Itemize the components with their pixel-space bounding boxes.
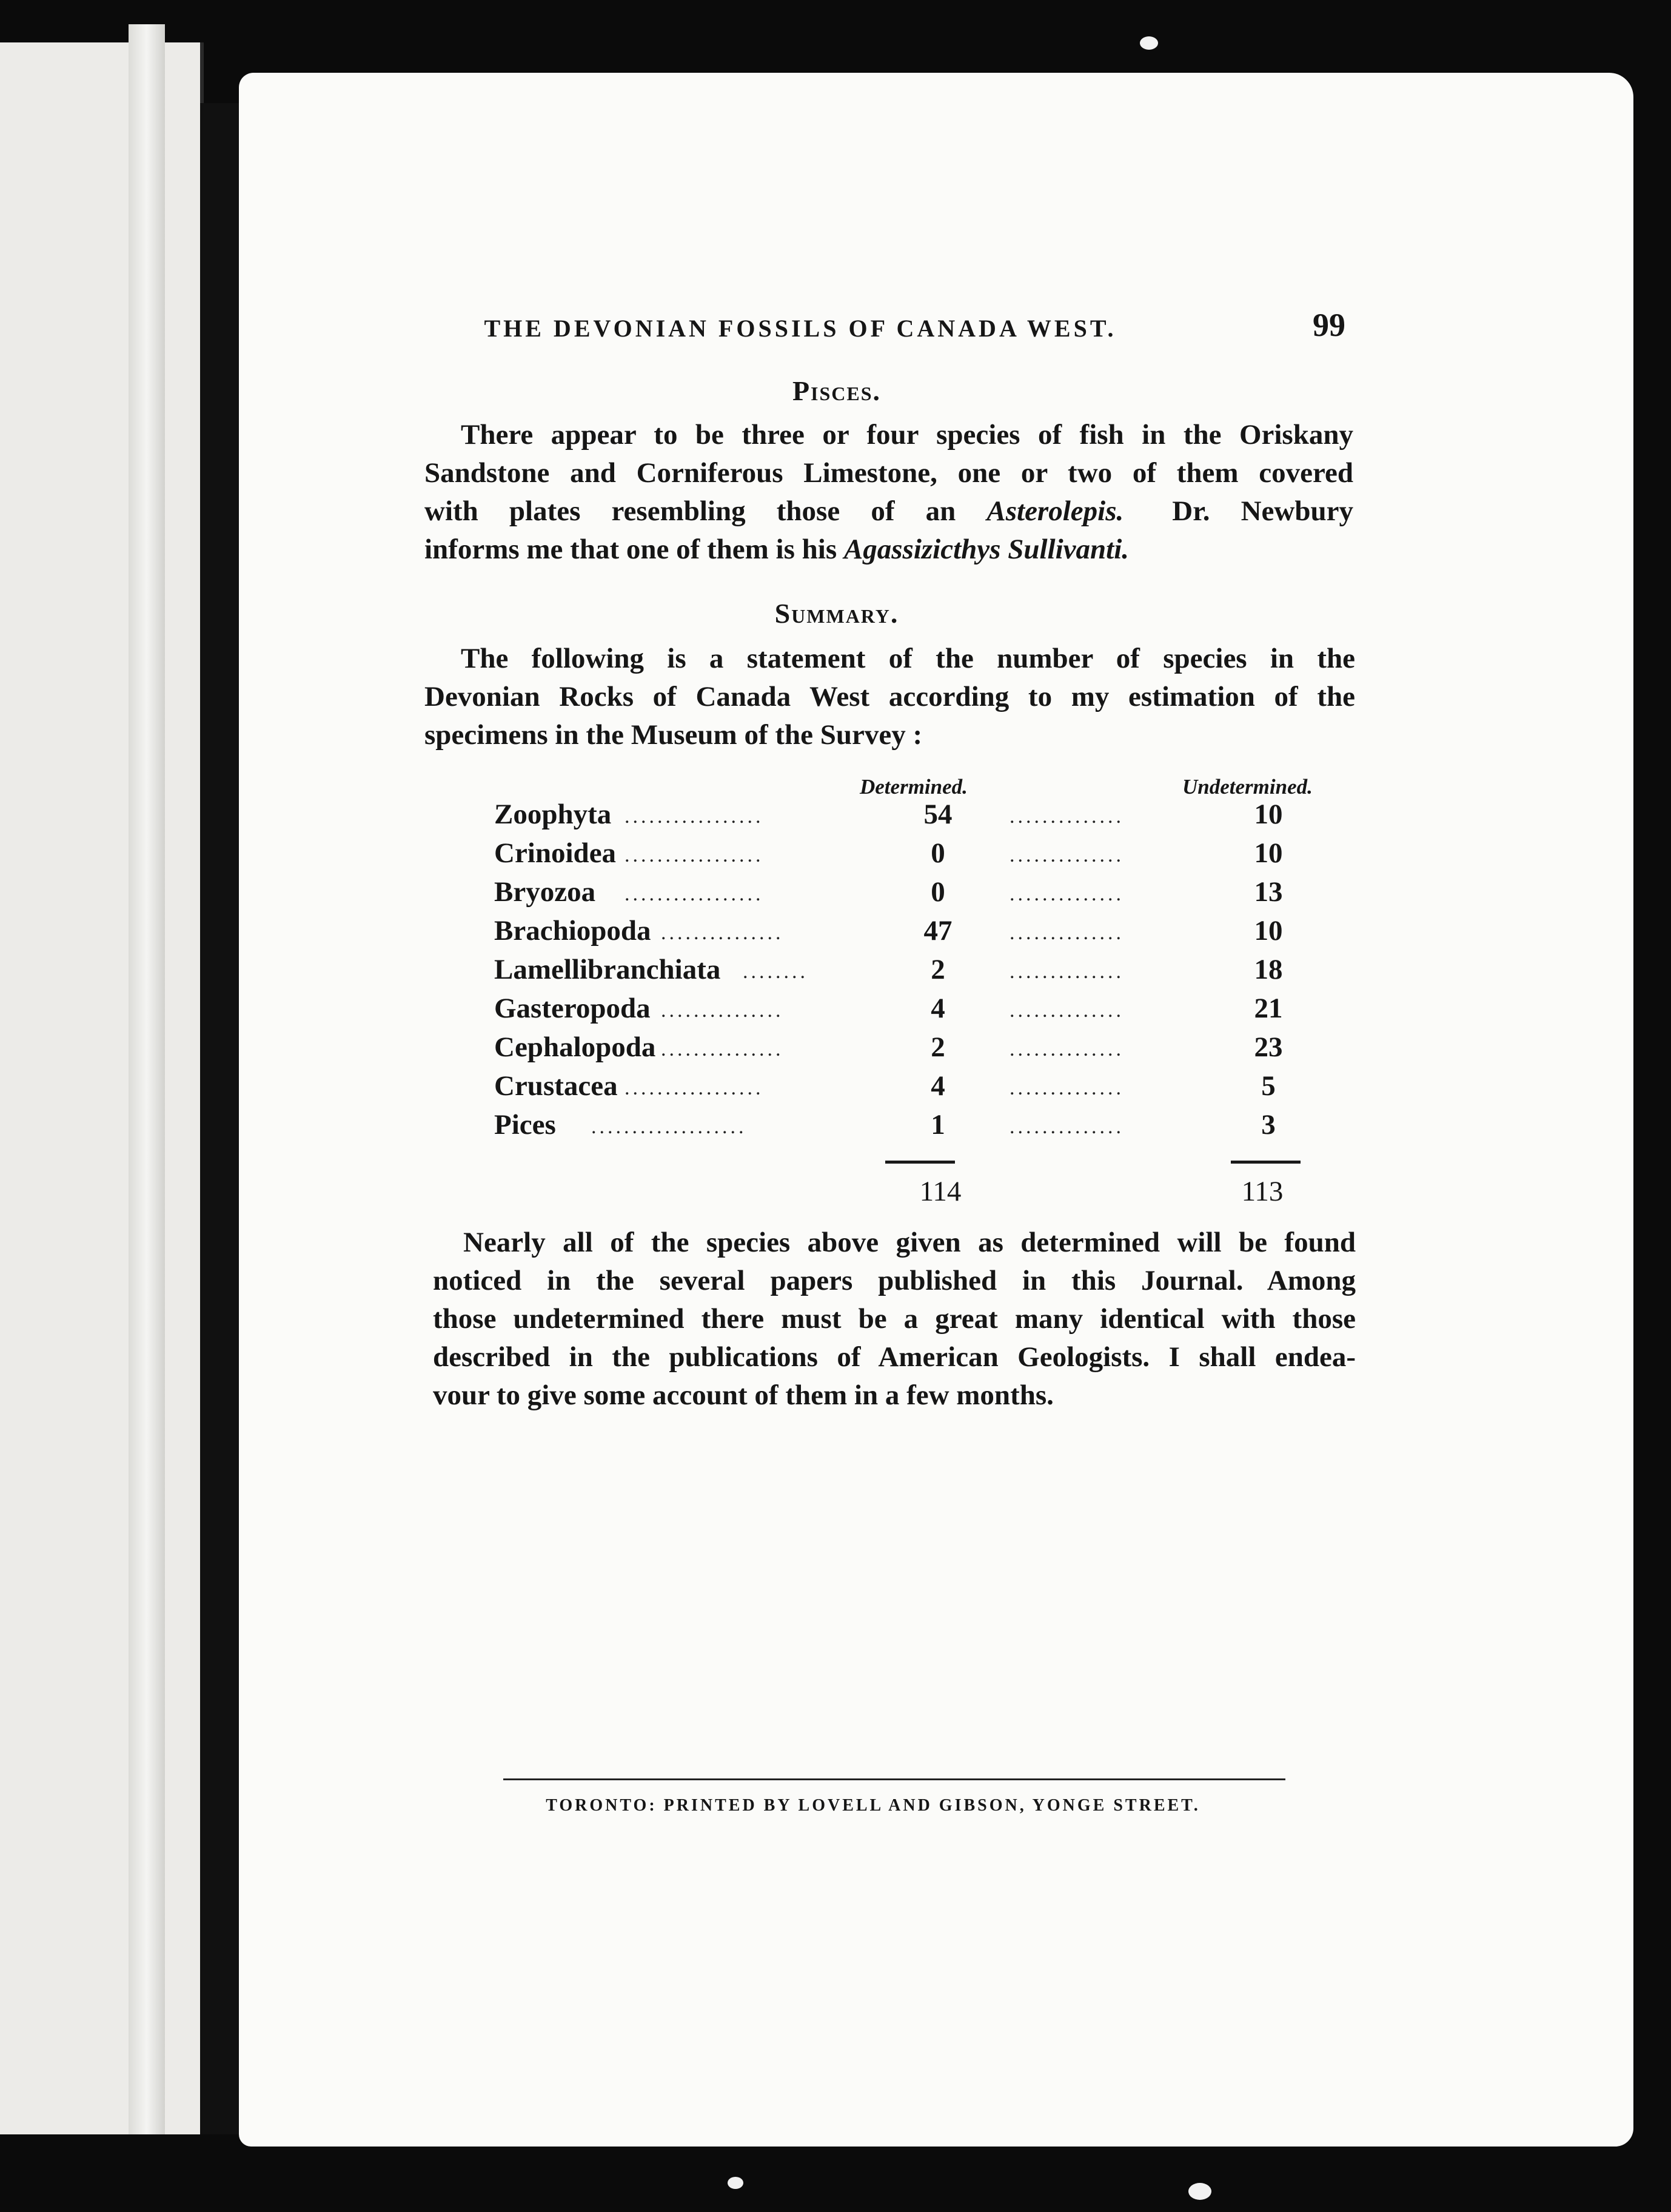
leader-dots: ............... — [661, 1038, 784, 1061]
paragraph-line — [424, 492, 1353, 531]
total-rule — [1231, 1161, 1301, 1164]
leader-dots: .............. — [1010, 999, 1124, 1022]
undetermined-count: 10 — [1254, 915, 1283, 947]
row-name: Brachiopoda — [494, 915, 651, 947]
leader-dots: .............. — [1010, 1116, 1124, 1138]
printer-imprint: TORONTO: PRINTED BY LOVELL AND GIBSON, YONGE STREET. — [546, 1796, 1201, 1815]
paragraph-line: Sandstone and Corniferous Limestone, one or two of them covered — [424, 457, 1353, 489]
column-header-undetermined: Undetermined. — [1182, 775, 1313, 799]
leader-dots: ................. — [625, 844, 764, 866]
row-name: Crustacea — [494, 1070, 618, 1102]
running-head: THE DEVONIAN FOSSILS OF CANADA WEST. — [484, 315, 1117, 342]
undetermined-count: 23 — [1254, 1031, 1283, 1063]
leader-dots: .............. — [1010, 1077, 1124, 1099]
section-heading-pisces: Pisces. — [792, 375, 882, 406]
determined-count: 47 — [923, 915, 953, 947]
page-number: 99 — [1313, 307, 1345, 343]
undetermined-count: 10 — [1254, 799, 1283, 830]
genus-name: Asterolepis. — [986, 495, 1124, 527]
determined-count: 0 — [931, 837, 945, 869]
row-name: Pices — [494, 1109, 556, 1141]
determined-count: 0 — [931, 876, 945, 908]
row-name: Gasteropoda — [494, 993, 651, 1024]
total-rule — [885, 1161, 955, 1164]
determined-count: 1 — [931, 1109, 945, 1141]
paragraph-line: vour to give some account of them in a few months. — [433, 1379, 1054, 1411]
leader-dots: ................. — [625, 883, 764, 905]
determined-count: 2 — [931, 1031, 945, 1063]
leader-dots: ........ — [743, 960, 808, 983]
leader-dots: ................... — [591, 1116, 747, 1138]
dust-speck — [1188, 2183, 1211, 2200]
paragraph-line: noticed in the several papers published in this Journal. Among — [433, 1265, 1356, 1296]
undetermined-count: 5 — [1261, 1070, 1276, 1102]
imprint-rule — [503, 1778, 1285, 1780]
leader-dots: .............. — [1010, 844, 1124, 866]
species-name: Agassizicthys Sullivanti. — [843, 534, 1130, 565]
leader-dots: .............. — [1010, 805, 1124, 828]
determined-count: 4 — [931, 1070, 945, 1102]
determined-count: 4 — [931, 993, 945, 1024]
paragraph-line: specimens in the Museum of the Survey : — [424, 719, 923, 751]
facing-page-edge — [0, 42, 204, 2134]
total-undetermined: 113 — [1241, 1176, 1284, 1207]
undetermined-count: 10 — [1254, 837, 1283, 869]
undetermined-count: 3 — [1261, 1109, 1276, 1141]
dust-speck — [728, 2177, 743, 2189]
leader-dots: ................. — [625, 805, 764, 828]
book-spine — [200, 103, 239, 2134]
paragraph-line: Devonian Rocks of Canada West according to my estimation of the — [424, 681, 1355, 712]
row-name: Zoophyta — [494, 799, 612, 830]
row-name: Bryozoa — [494, 876, 596, 908]
row-name: Crinoidea — [494, 837, 617, 869]
person-name: Dr. Newbury — [1172, 495, 1354, 527]
total-determined: 114 — [919, 1176, 962, 1207]
leader-dots: .............. — [1010, 1038, 1124, 1061]
row-name: Lamellibranchiata — [494, 954, 721, 985]
leader-dots: .............. — [1010, 883, 1124, 905]
section-heading-summary: Summary. — [774, 598, 899, 629]
paragraph-line: There appear to be three or four species of fish in the Oriskany — [461, 419, 1353, 451]
leader-dots: ............... — [661, 999, 784, 1022]
determined-count: 54 — [923, 799, 953, 830]
closing-paragraph — [433, 1224, 1356, 1415]
paragraph-line: described in the publications of American Geologists. I shall endea- — [433, 1341, 1356, 1373]
determined-count: 2 — [931, 954, 945, 985]
page-edge-strip — [129, 24, 165, 2134]
undetermined-count: 13 — [1254, 876, 1283, 908]
undetermined-count: 18 — [1254, 954, 1283, 985]
paragraph-text: informs me that one of them is his — [424, 534, 844, 565]
row-name: Cephalopoda — [494, 1031, 656, 1063]
paragraph-line: those undetermined there must be a great many identical with those — [433, 1303, 1356, 1335]
paragraph-line — [424, 531, 1353, 569]
pisces-paragraph — [424, 416, 1353, 569]
leader-dots: ................. — [625, 1077, 764, 1099]
column-header-determined: Determined. — [860, 775, 968, 799]
paragraph-line: The following is a statement of the number of species in the — [461, 643, 1355, 674]
leader-dots: ............... — [661, 922, 784, 944]
paragraph-line: Nearly all of the species above given as determined will be found — [463, 1227, 1356, 1258]
paragraph-text: with plates resembling those of an — [424, 495, 987, 527]
undetermined-count: 21 — [1254, 993, 1283, 1024]
dust-speck — [1140, 36, 1158, 50]
leader-dots: .............. — [1010, 960, 1124, 983]
leader-dots: .............. — [1010, 922, 1124, 944]
summary-paragraph — [424, 640, 1355, 754]
